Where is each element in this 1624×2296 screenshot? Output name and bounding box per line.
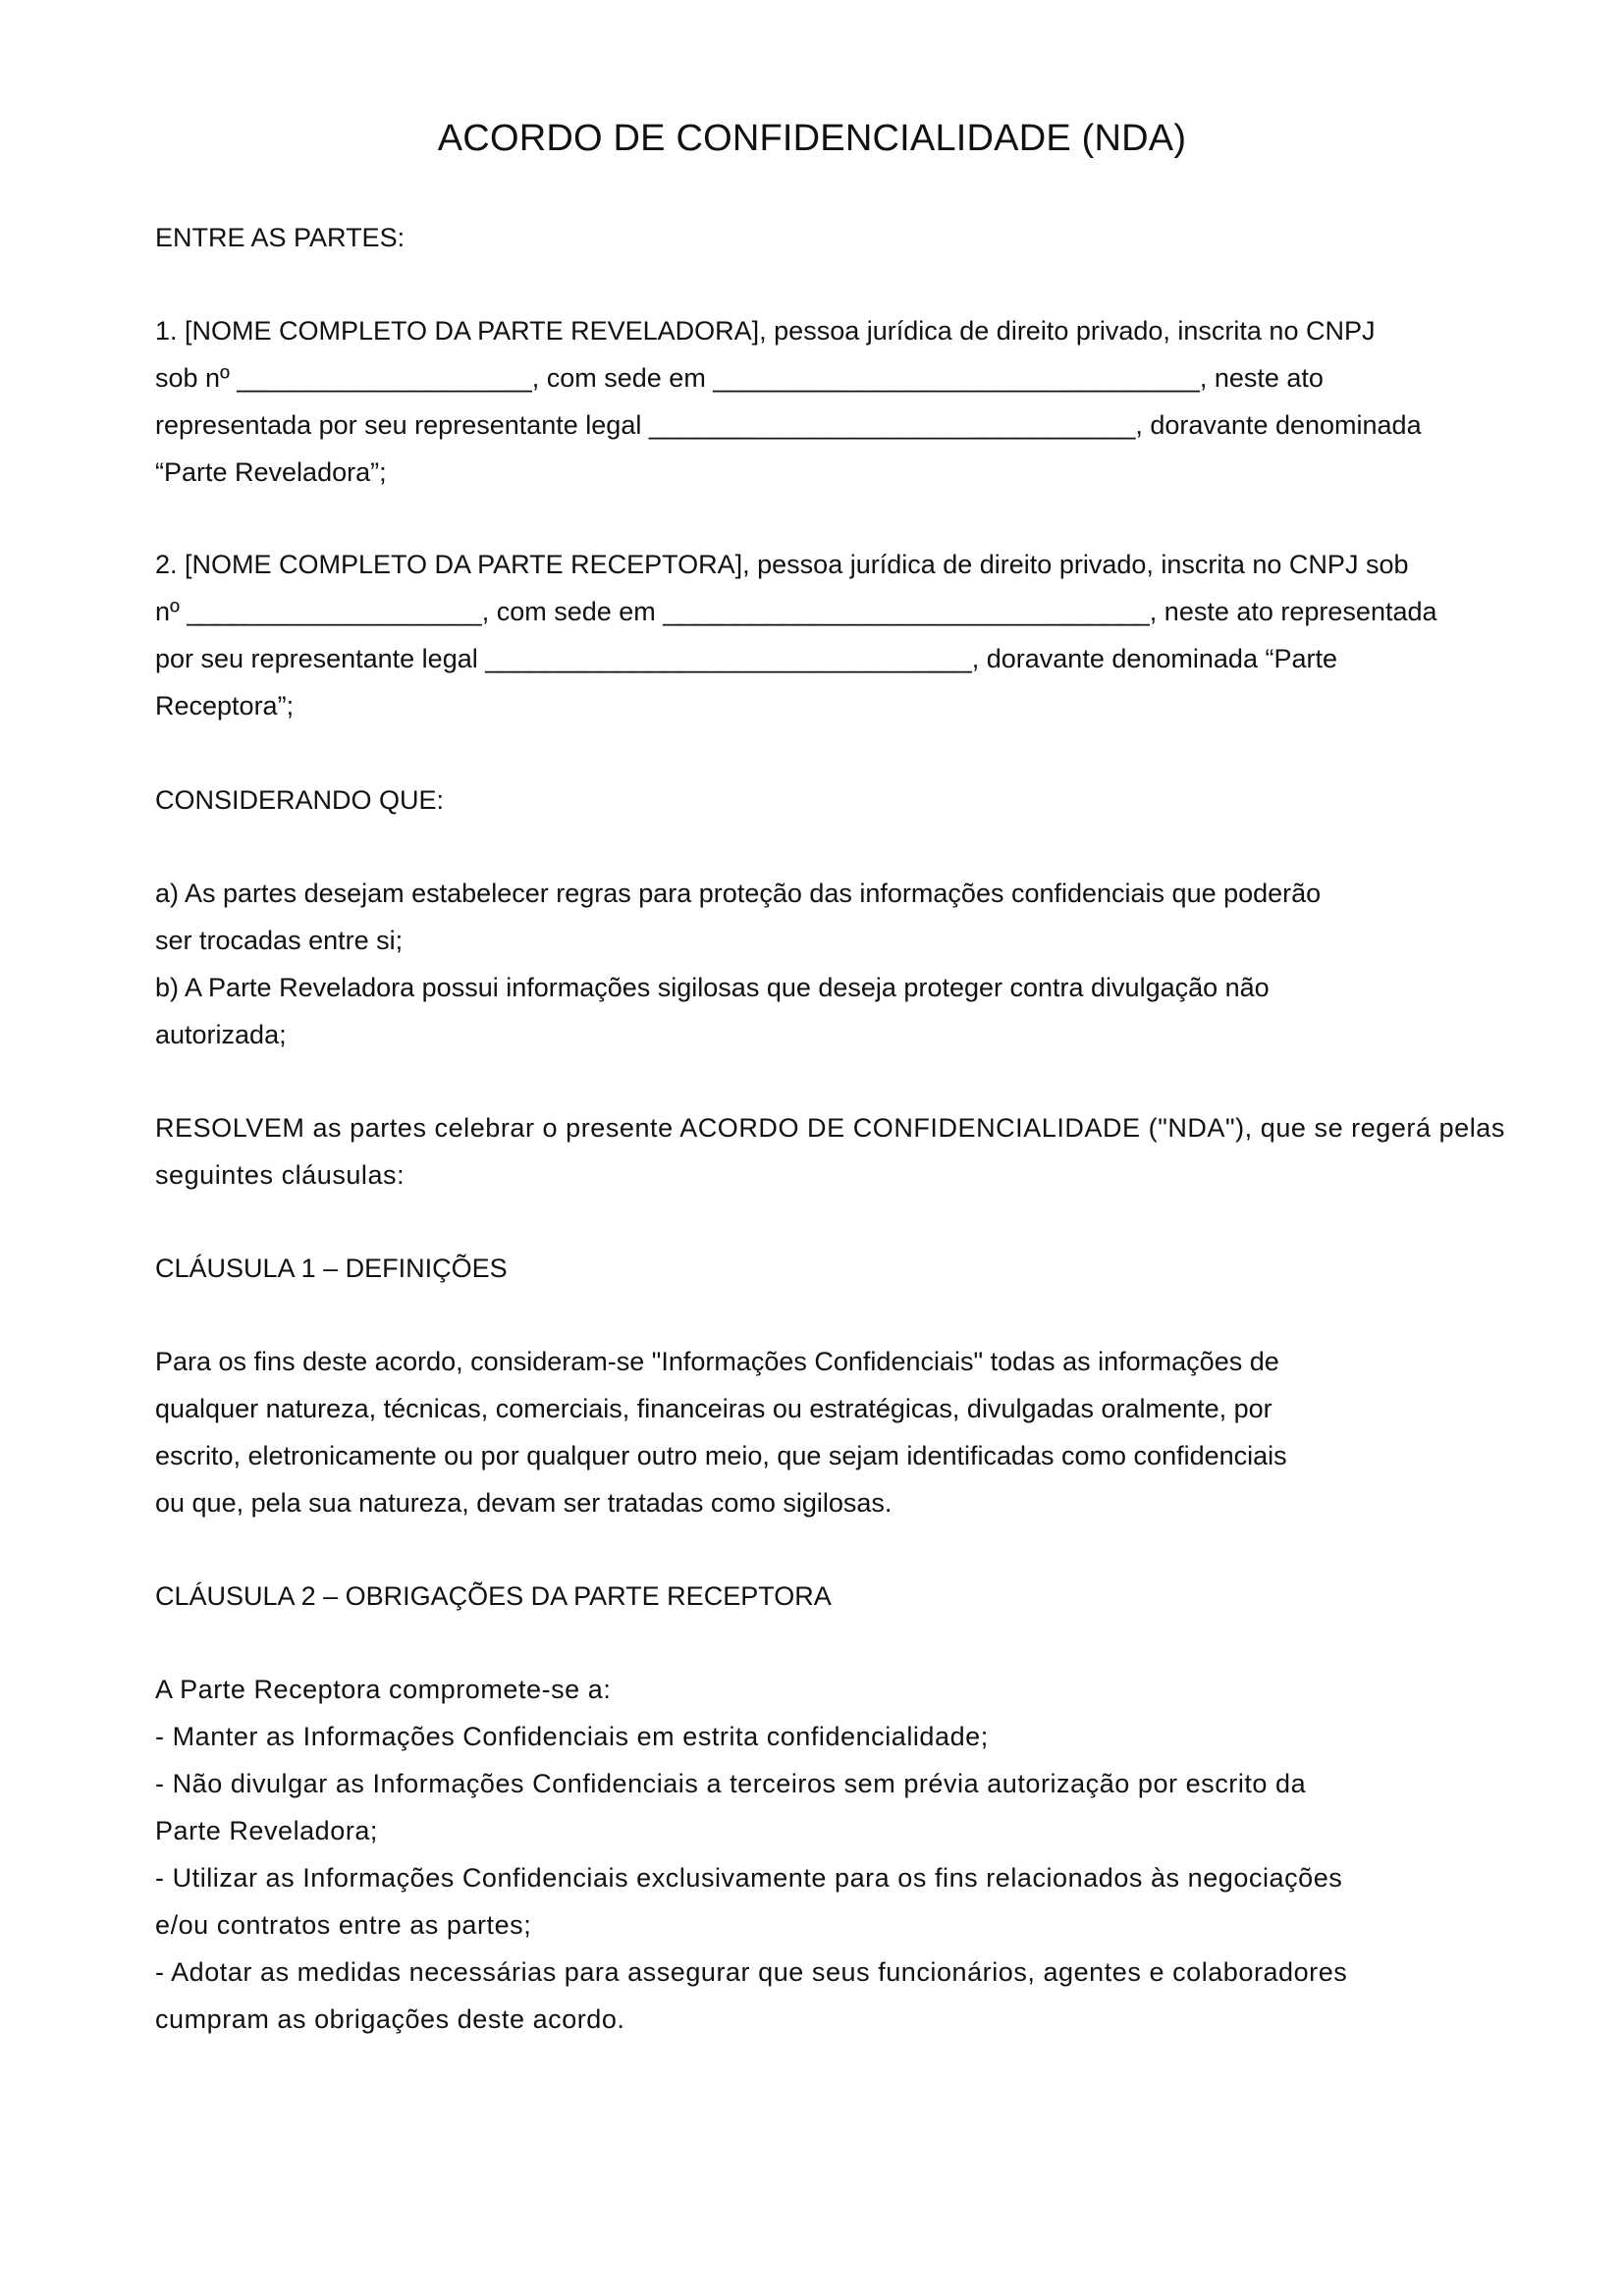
resolve-line: RESOLVEM as partes celebrar o presente ACORDO DE CONFIDENCIALIDADE ("NDA"), que se regerá pelas <box>155 1113 1505 1143</box>
clause1-line: Para os fins deste acordo, consideram-se "Informações Confidenciais" todas as informações de <box>155 1347 1279 1376</box>
clause2-line: cumpram as obrigações deste acordo. <box>155 2004 625 2034</box>
clause2-line: - Utilizar as Informações Confidenciais exclusivamente para os fins relacionados às negociações <box>155 1863 1343 1893</box>
resolve-line: seguintes cláusulas: <box>155 1160 406 1190</box>
clause2-line: - Manter as Informações Confidenciais em estrita confidencialidade; <box>155 1722 989 1751</box>
considering-heading: CONSIDERANDO QUE: <box>155 785 445 815</box>
clause1-heading: CLÁUSULA 1 – DEFINIÇÕES <box>155 1254 508 1283</box>
party1-line: 1. [NOME COMPLETO DA PARTE REVELADORA], pessoa jurídica de direito privado, inscrita no CNPJ <box>155 316 1376 346</box>
clause1-line: escrito, eletronicamente ou por qualquer outro meio, que sejam identificadas como confidenciais <box>155 1441 1287 1470</box>
clause1-line: qualquer natureza, técnicas, comerciais, financeiras ou estratégicas, divulgadas oralmente, por <box>155 1394 1272 1423</box>
party2-line: nº ____________________, com sede em _________________________________, neste ato representada <box>155 597 1437 626</box>
clause2-line: e/ou contratos entre as partes; <box>155 1910 532 1940</box>
considering-line: b) A Parte Reveladora possui informações sigilosas que deseja proteger contra divulgação não <box>155 973 1270 1002</box>
party2-line: por seu representante legal _________________________________, doravante denominada “Parte <box>155 644 1337 673</box>
clause2-line: Parte Reveladora; <box>155 1816 378 1845</box>
considering-line: a) As partes desejam estabelecer regras para proteção das informações confidenciais que poderão <box>155 879 1322 908</box>
clause2-line: - Não divulgar as Informações Confidenciais a terceiros sem prévia autorização por escrito da <box>155 1769 1307 1798</box>
clause1-line: ou que, pela sua natureza, devam ser tratadas como sigilosas. <box>155 1488 893 1518</box>
clause2-heading: CLÁUSULA 2 – OBRIGAÇÕES DA PARTE RECEPTORA <box>155 1581 832 1611</box>
considering-line: ser trocadas entre si; <box>155 926 404 955</box>
party2-line: 2. [NOME COMPLETO DA PARTE RECEPTORA], pessoa jurídica de direito privado, inscrita no CNPJ sob <box>155 550 1409 579</box>
party2-line: Receptora”; <box>155 691 295 721</box>
between-parties-heading: ENTRE AS PARTES: <box>155 223 406 252</box>
party1-line: “Parte Reveladora”; <box>155 457 387 487</box>
document-title: ACORDO DE CONFIDENCIALIDADE (NDA) <box>437 118 1187 159</box>
party1-line: representada por seu representante legal _________________________________, doravante denominada <box>155 410 1422 440</box>
party1-line: sob nº ____________________, com sede em _________________________________, neste ato <box>155 363 1324 393</box>
considering-line: autorizada; <box>155 1020 287 1049</box>
clause2-line: A Parte Receptora compromete-se a: <box>155 1675 612 1704</box>
clause2-line: - Adotar as medidas necessárias para assegurar que seus funcionários, agentes e colaboradores <box>155 1957 1348 1987</box>
